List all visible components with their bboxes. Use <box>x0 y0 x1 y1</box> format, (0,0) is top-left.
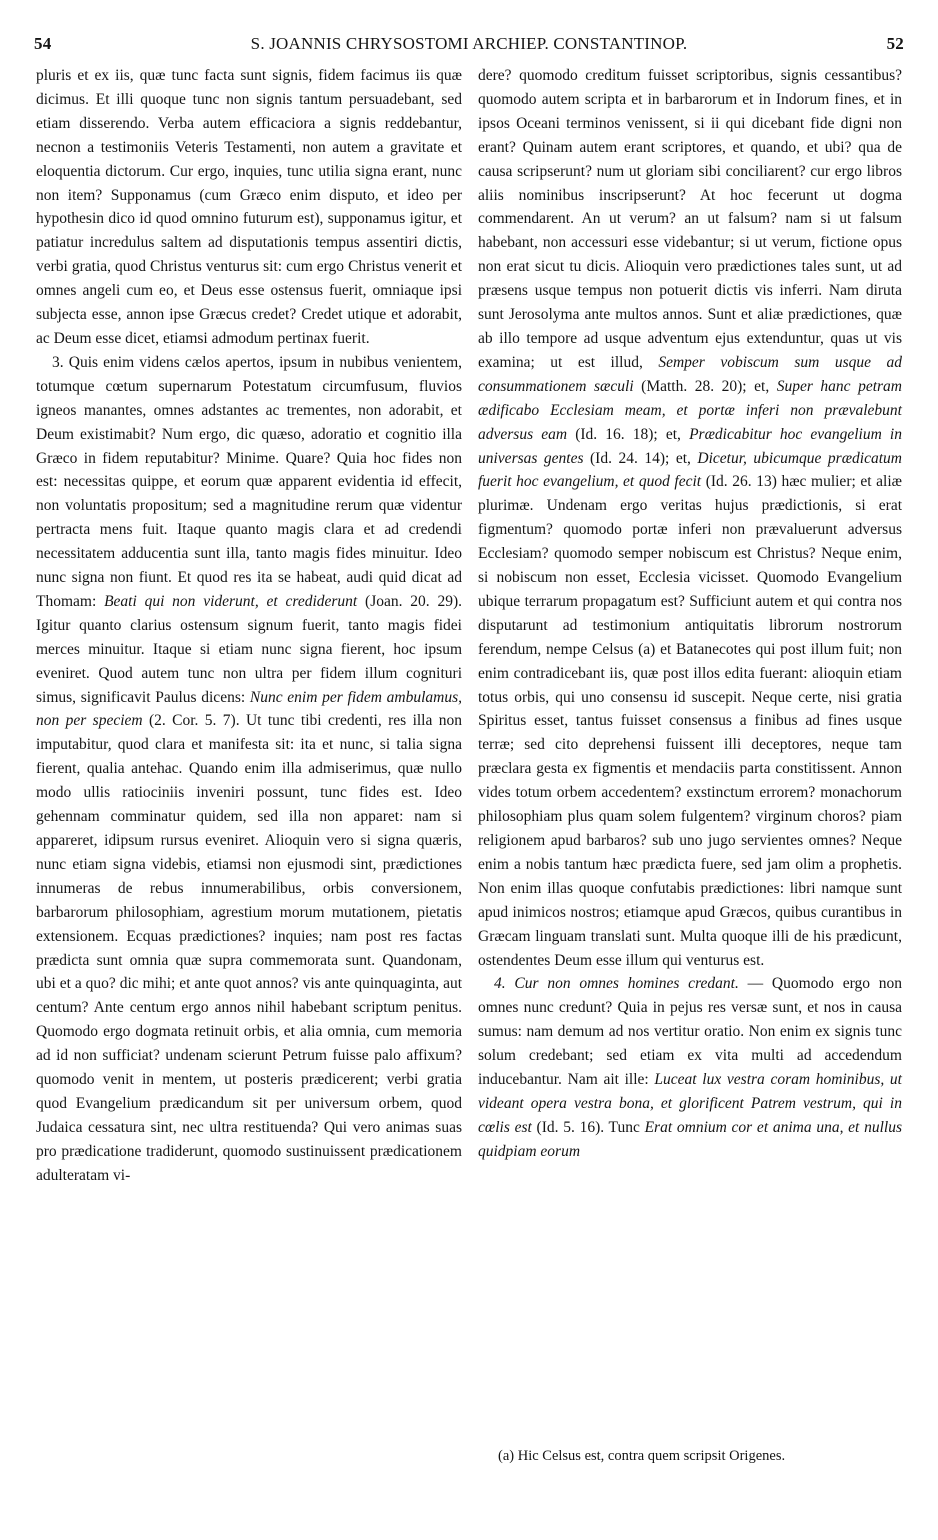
page-number-left: 54 <box>34 34 52 53</box>
right-paragraph-section-4 <box>478 972 902 1163</box>
scripture-quote: Prædicabitur hoc evangelium in universas gentes <box>478 425 902 467</box>
page-number-right: 52 <box>886 34 904 53</box>
scripture-quote: Super hanc petram ædificabo Ecclesiam meam, et portæ inferi non prævalebunt adversus eam <box>478 377 902 443</box>
text-run: (2. Cor. 5. 7). Ut tunc tibi credenti, res illa non imputabitur, quod clara et manifesta sit: ita et nunc, si talia signa fierent, qualia antehac. Quando enim illa admiserimus, quæ nullo modo ullis ratiociniis inveniri possunt, tunc fides est. Ideo gehennam comminatur quidem, sed illa non apparet: nam si appareret, idipsum rursus eveniret. Alioquin vero si signa quæris, nunc etiam signa videbis, etiamsi non ejusmodi sint, prædictiones innumeras de rebus innumerabilibus, orbis conversionem, barbarorum philosophiam, agrestium morum mutationem, pietatis extensionem. Ecquas prædictiones? inquies; nam post res factas prædicta sunt omnia quæ supra commemorata sunt. Quandonam, ubi et a quo? dic mihi; et ante quot annos? vis ante quinquaginta, aut centum? Ante centum ergo annos nihil habebant scriptum penitus. Quomodo ergo dogmata retinuit orbis, et alia omnia, cum memoria ad id non sufficiat? undenam scierunt Petrum fuisse palo affixum? quomodo venit in mentem, ut posteris prædicerent; verbi gratia quod Evangelium prædicandum sit per universum orbem, quod Judaica cessatura sint, nec ultra restituenda? Qui vero animas suas pro prædicatione tradiderunt, quomodo sustinuissent prædicationem adulteratam vi- <box>36 712 462 1184</box>
text-run: dere? quomodo creditum fuisset scriptoribus, signis cessantibus? quomodo autem scripta et in barbarorum et in Indorum fines, et in ipsos Oceani terminos venissent, si ii qui dicebant fide digni non erant? Quinam autem erant scriptores, et quando, et ubi? qua de causa scripserunt? num ut gloriam sibi conciliarent? cur ergo libros aliis nominibus inscripserunt? At hoc fecerunt ut dogma commendarent. An ut verum? an ut falsum? nam si ut falsum habebant, non accessuri esse videbantur; si ut verum, fictione opus non erat sicut tu dicis. Alioquin vero prædictiones tales sunt, ut ad præsens usque tempus non potuerit dictis vis inferri. Nam diruta sunt Jerosolyma ante multos annos. Sunt et aliæ prædictiones, quæ ab illo tempore ad usque adventum ejus extenduntur, quas ut vis examina; ut est illud, <box>478 67 902 371</box>
text-run: (Id. 16. 18); et, <box>567 425 690 443</box>
section-heading: 4. Cur non omnes homines credant. <box>494 975 739 993</box>
text-run: (Matth. 28. 20); et, <box>633 377 777 395</box>
scripture-quote: Luceat lux vestra coram hominibus, ut videant opera vestra bona, et glorificent Patrem vestrum, qui in cœlis est <box>478 1071 902 1136</box>
right-paragraph-1 <box>478 64 902 972</box>
text-run: (Id. 26. 13) hæc mulier; et aliæ plurimæ. Undenam ergo veritas hujus prædictionis, si erat figmentum? quomodo portæ inferi non prævaluerunt adversus Ecclesiam? quomodo semper nobiscum est Christus? Neque enim, si nobiscum non esset, Ecclesia vicisset. Quomodo Evangelium ubique terrarum propagatum est? Sufficiunt autem et qui contra nos disputarunt ad testimonium antiquitatis librorum nostrorum ferendum, nempe Celsus (a) et Batanecotes qui post illum fuit; non enim contradicebant iis, quæ post illos edita fuerant: alioquin etiam totus orbis, qui uno consensu id suscepit. Neque certe, nisi gratia Spiritus esset, tantus fuisset consensus a finibus ad fines usque terræ; sed cito deprehensi fuissent illi deceptores, neque tam præclara gesta ex figmentis et mendaciis parta constitissent. Annon vides totum orbem accedentem? exstinctum errorem? monachorum philosophiam plus quam solem fulgentem? virginum choros? piam religionem apud barbaros? sub uno jugo servientes omnes? Neque enim a nobis tantum hæc prædicta fuere, sed jam olim a prophetis. Non enim illas quoque confutabis prædictiones: libri namque sunt apud inimicos nostros; etiamque apud Græcos, quibus curantibus in Græcam linguam translati sunt. Multa quoque illi de his prædicunt, ostendentes Deum esse illum qui venturus est. <box>478 473 902 969</box>
scripture-quote: Semper vobiscum sum usque ad consummationem sæculi <box>478 353 902 395</box>
right-column <box>478 64 902 1164</box>
left-paragraph-1: pluris et ex iis, quæ tunc facta sunt signis, fidem facimus iis quæ dicimus. Et illi quoque tunc non signis tantum persuadebant, sed etiam disserendo. Verba autem efficaciora a signis reddebantur, necnon a testimoniis Veteris Testamenti, non autem a gravitate et eloquentia dictorum. Cur ergo, inquies, tunc utilia signa erant, nunc non item? Supponamus (cum Græco enim disputo, et ideo per hypothesin dico id quod omnino futurum est), supponamus igitur, et patiatur incredulus saltem ad disputationis tempus assentiri dictis, verbi gratia, quod Christus venturus sit: cum ergo Christus venerit et omnes angeli cum eo, et Deus esse ostensus fuerit, omniaque ipsi subjecta esse, annon ipse Græcus credet? Credet utique et adorabit, ac Deum esse dicet, etiamsi admodum pertinax fuerit. <box>36 67 462 347</box>
footnote: (a) Hic Celsus est, contra quem scripsit Origenes. <box>498 1448 786 1464</box>
text-run: (Id. 24. 14); et, <box>583 449 698 467</box>
running-header <box>34 28 904 62</box>
text-run: — Quomodo ergo non omnes nunc credunt? Quia in pejus res versæ sunt, et nos in causa sumus: nam demum ad nos vertitur oratio. Non enim ex signis tunc solum credebant; sed etiam ex vita multi ad accedendum inducebantur. Nam ait ille: <box>478 975 902 1089</box>
left-column <box>36 64 462 1188</box>
running-title: S. JOANNIS CHRYSOSTOMI ARCHIEP. CONSTANTINOP. <box>250 34 688 53</box>
text-run: 3. Quis enim videns cælos apertos, ipsum in nubibus venientem, totumque cœtum supernarum Potestatum circumfusum, fluvios igneos manantes, omnes adstantes ac trementes, non adorabit, et Deum existimabit? Num ergo, dic quæso, adoratio et cognitio illa Græco in fidem reputabitur? Minime. Quare? Quia hoc fides non est: necessitas quippe, et eorum quæ apparent evidentia id effecit, non voluntatis propositum; sed a magnitudine rerum quæ videntur pertracta mens fuit. Itaque quanto magis clara et ad credendi necessitatem adducentia sunt illa, tanto magis fides minuitur. Ideo nunc signa non fiunt. Et quod res ita se habeat, audi quid dicat ad Thomam: <box>36 353 462 610</box>
scripture-quote: Nunc enim per fidem ambulamus, non per speciem <box>36 688 463 730</box>
left-paragraph-section-3 <box>36 351 462 1188</box>
scripture-quote: Dicetur, ubicumque prædicatum fuerit hoc evangelium, et quod fecit <box>478 449 902 491</box>
scripture-quote: Erat omnium cor et anima una, et nullus quidpiam eorum <box>478 1118 902 1160</box>
text-run: (Id. 5. 16). Tunc <box>531 1118 645 1136</box>
text-run: (Joan. 20. 29). Igitur quanto clarius ostensum signum fuerit, tanto magis fidei merces minuitur. Itaque si etiam nunc signa fierent, hoc ipsum eveniret. Quod autem tunc non ultra per fidem illum cognituri simus, significavit Paulus dicens: <box>36 592 462 706</box>
scripture-quote: Beati qui non viderunt, et crediderunt <box>104 592 358 610</box>
